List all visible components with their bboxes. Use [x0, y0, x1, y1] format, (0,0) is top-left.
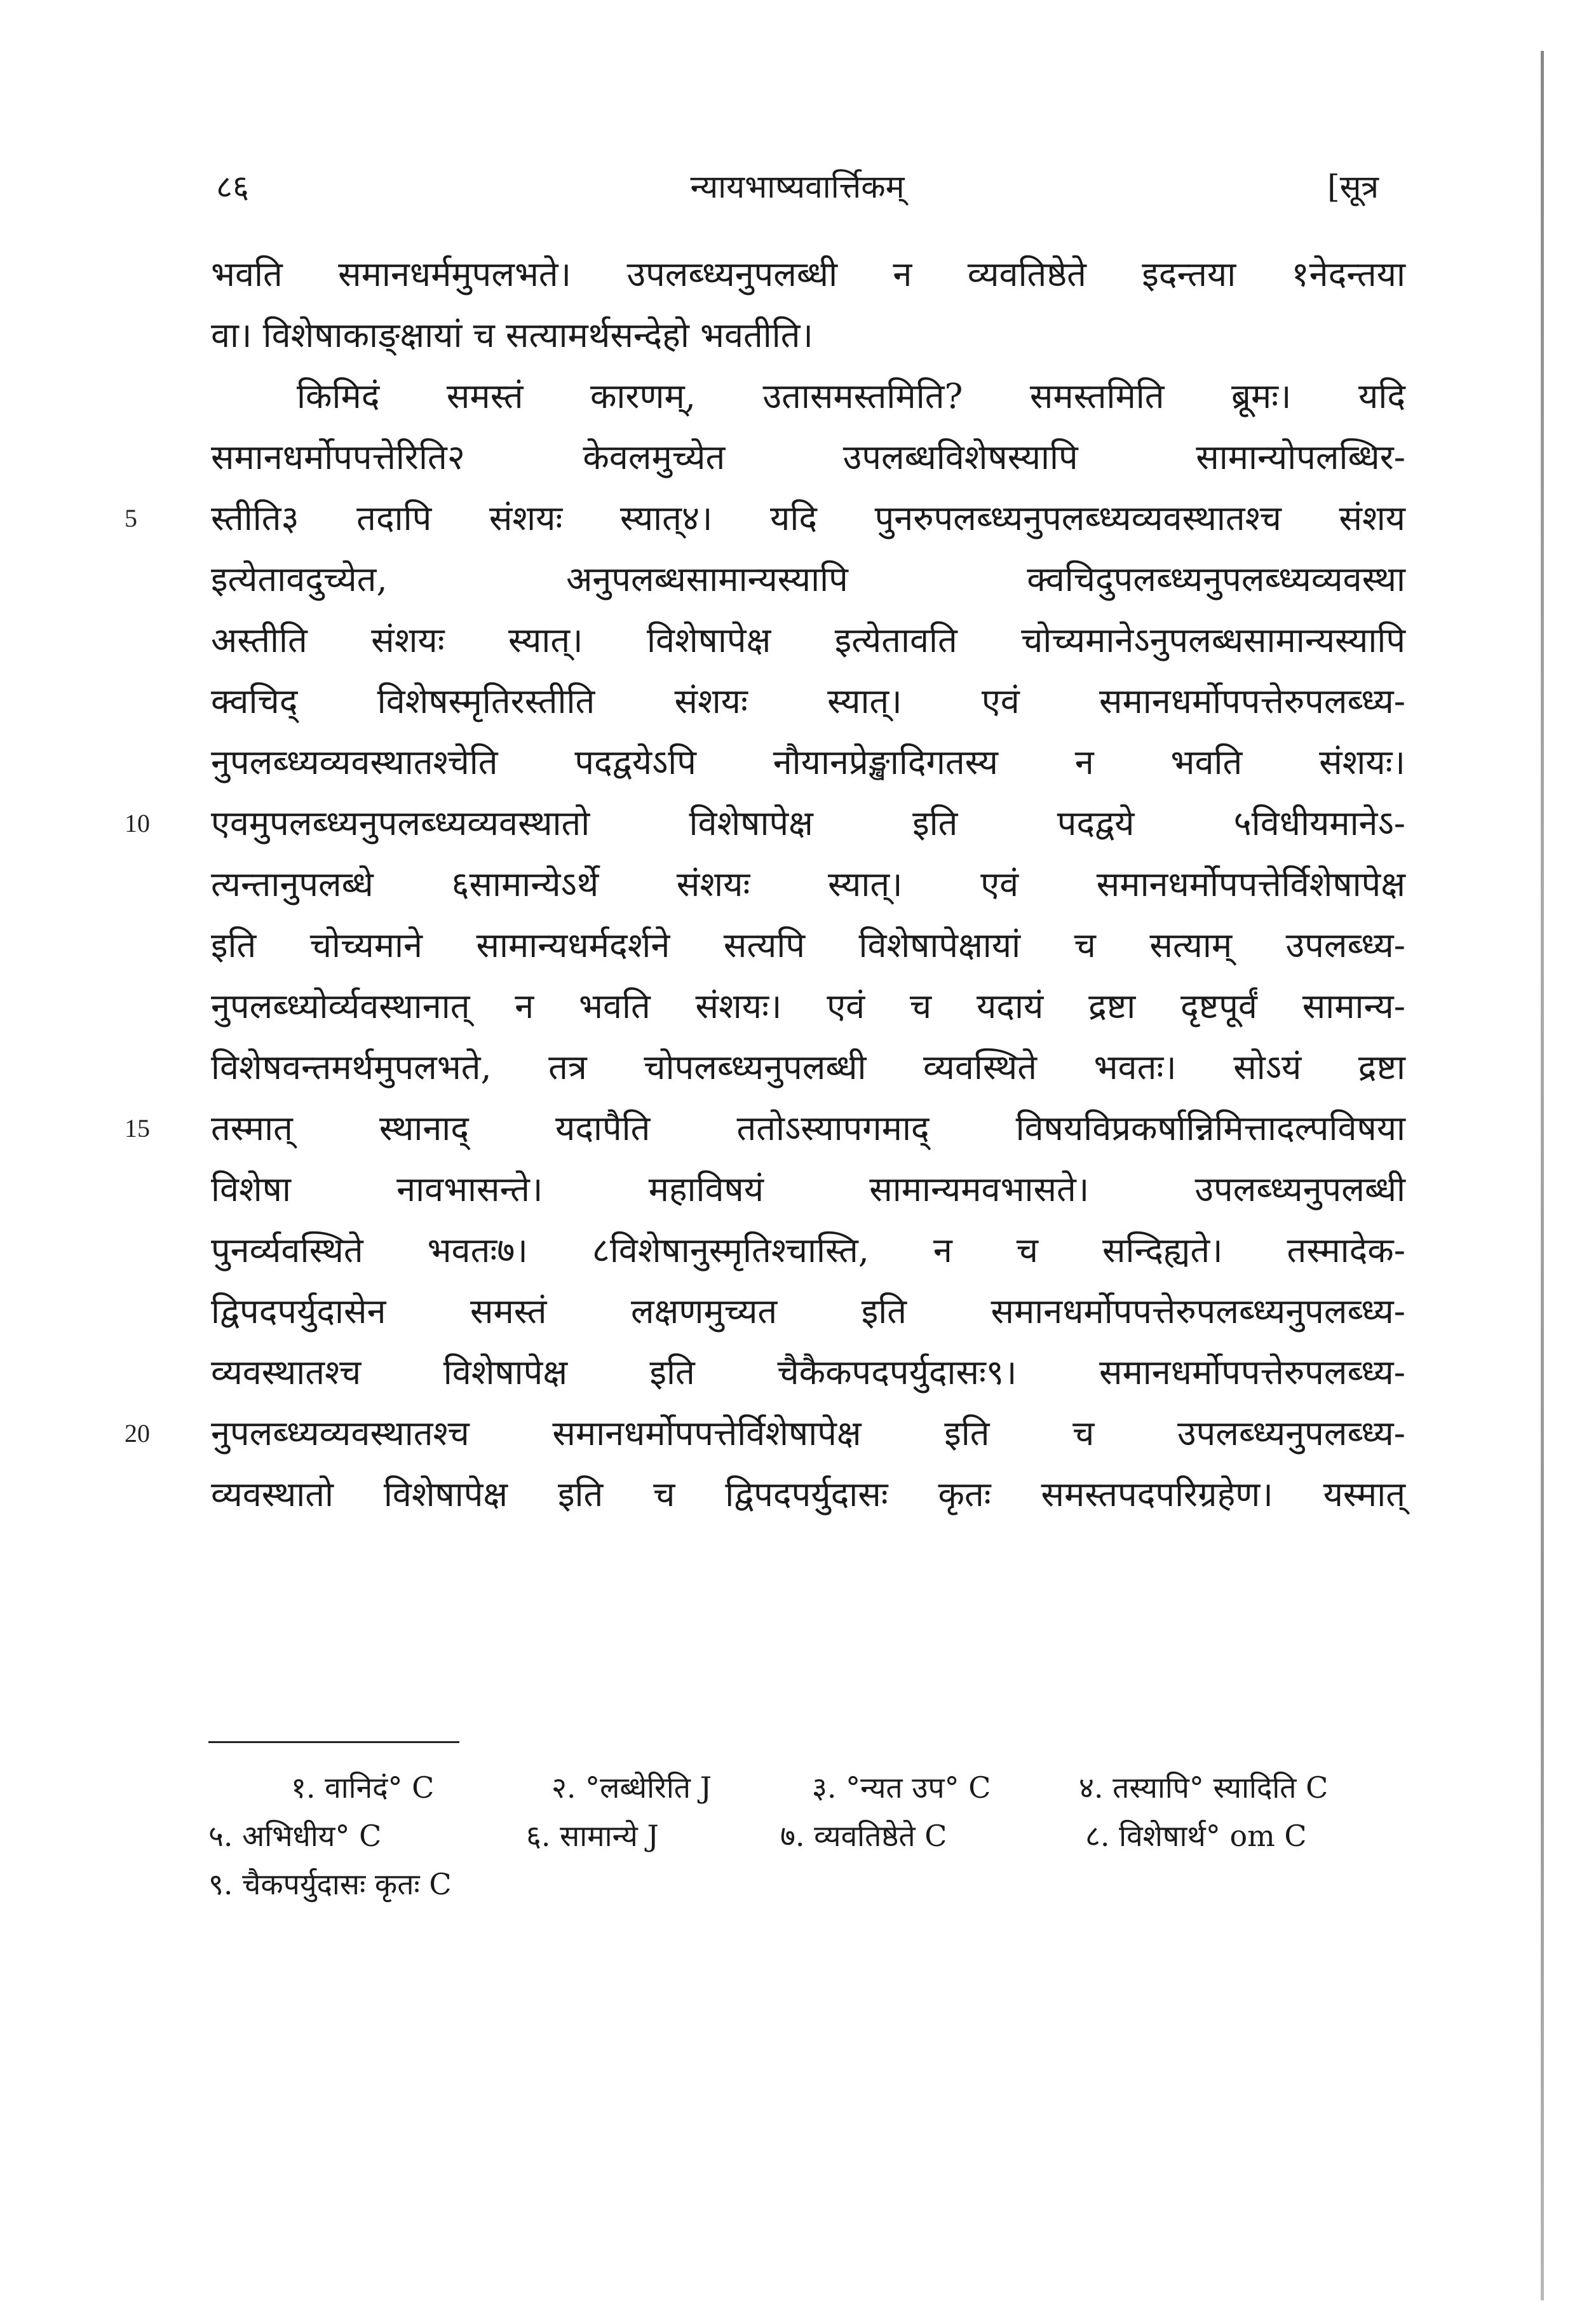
- text-line: पुनर्व्यवस्थिते भवतः७। ८विशेषानुस्मृतिश्चास्ति, न च सन्दिह्यते। तस्मादेक-: [211, 1230, 1406, 1270]
- footnote: ६. सामान्ये J: [526, 1819, 659, 1853]
- text-line: विशेषवन्तमर्थमुपलभते, तत्र चोपलब्ध्यनुपलब्धी व्यवस्थिते भवतः। सोऽयं द्रष्टा: [211, 1047, 1405, 1087]
- line-number: 5: [125, 504, 137, 533]
- footnote-row: [208, 1763, 1403, 1812]
- footnote: २. °लब्धेरिति J: [551, 1770, 712, 1805]
- text-line: 20 नुपलब्ध्यव्यवस्थातश्च समानधर्मोपपत्तेर्विशेषापेक्ष इति च उपलब्ध्यनुपलब्ध्य-: [211, 1403, 1405, 1464]
- running-header: [203, 164, 1391, 215]
- text-line: क्वचिद् विशेषस्मृतिरस्तीति संशयः स्यात्। एवं समानधर्मोपपत्तेरुपलब्ध्य-: [211, 681, 1405, 721]
- text-line: अस्तीति संशयः स्यात्। विशेषापेक्ष इत्येतावति चोच्यमानेऽनुपलब्धसामान्यस्यापि: [211, 620, 1405, 660]
- text-line: नुपलब्ध्योर्व्यवस्थानात् न भवति संशयः। एवं च यदायं द्रष्टा दृष्टपूर्वं सामान्य-: [211, 986, 1405, 1026]
- text-line: विशेषा नावभासन्ते। महाविषयं सामान्यमवभासते। उपलब्ध्यनुपलब्धी: [211, 1169, 1405, 1209]
- running-title: न्यायभाष्यवार्त्तिकम्: [690, 168, 905, 205]
- text-line: किमिदं समस्तं कारणम्, उतासमस्तमिति? समस्तमिति ब्रूमः। यदि: [297, 376, 1405, 416]
- text-line: व्यवस्थातो विशेषापेक्ष इति च द्विपदपर्युदासः कृतः समस्तपदपरिग्रहेण। यस्मात्: [211, 1474, 1405, 1514]
- text-line: द्विपदपर्युदासेन समस्तं लक्षणमुच्यत इति समानधर्मोपपत्तेरुपलब्ध्यनुपलब्ध्य-: [211, 1291, 1405, 1331]
- footnote: ७. व्यवतिष्ठेते C: [780, 1819, 947, 1853]
- footnote: ५. अभिधीय° C: [208, 1819, 382, 1853]
- footnote: १. वानिदं° C: [291, 1770, 435, 1805]
- text-line: इत्येतावदुच्येत, अनुपलब्धसामान्यस्यापि क्वचिदुपलब्ध्यनुपलब्ध्यव्यवस्था: [211, 559, 1405, 599]
- footnote-rule: [208, 1741, 459, 1743]
- line-number: 10: [125, 809, 150, 838]
- line-number: 15: [125, 1114, 150, 1143]
- footnote: ३. °न्यत उप° C: [812, 1770, 991, 1805]
- binding-edge: [1541, 51, 1544, 2300]
- line-number: 20: [125, 1419, 150, 1448]
- text-line: वा। विशेषाकाङ्क्षायां च सत्यामर्थसन्देहो भवतीति।: [211, 315, 813, 355]
- footnotes: [208, 1763, 1403, 1908]
- text-line: इति चोच्यमाने सामान्यधर्मदर्शने सत्यपि विशेषापेक्षायां च सत्याम् उपलब्ध्य-: [211, 925, 1405, 965]
- main-text: [125, 244, 1406, 1525]
- section-label: [सूत्र: [1327, 168, 1379, 205]
- footnote-row: [208, 1860, 1403, 1908]
- text-line: समानधर्मोपपत्तेरिति२ केवलमुच्येत उपलब्धविशेषस्यापि सामान्योपलब्धिर-: [211, 437, 1405, 477]
- page-number: ८६: [216, 168, 249, 205]
- footnote: ९. चैकपर्युदासः कृतः C: [208, 1867, 452, 1901]
- text-line: 5 स्तीति३ तदापि संशयः स्यात्४। यदि पुनरुपलब्ध्यनुपलब्ध्यव्यवस्थातश्च संशय: [211, 488, 1405, 549]
- text-line: 10 एवमुपलब्ध्यनुपलब्ध्यव्यवस्थातो विशेषापेक्ष इति पदद्वये ५विधीयमानेऽ-: [211, 793, 1405, 854]
- text-line: नुपलब्ध्यव्यवस्थातश्चेति पदद्वयेऽपि नौयानप्रेङ्खादिगतस्य न भवति संशयः।: [211, 742, 1405, 782]
- text-line: 15 तस्मात् स्थानाद् यदापैति ततोऽस्यापगमाद् विषयविप्रकर्षान्निमित्तादल्पविषया: [211, 1098, 1405, 1159]
- footnote: ८. विशेषार्थ° om C: [1085, 1819, 1307, 1853]
- text-line: त्यन्तानुपलब्धे ६सामान्येऽर्थे संशयः स्यात्। एवं समानधर्मोपपत्तेर्विशेषापेक्ष: [211, 864, 1405, 904]
- text-line: भवति समानधर्ममुपलभते। उपलब्ध्यनुपलब्धी न व्यवतिष्ठेते इदन्तया १नेदन्तया: [211, 254, 1405, 294]
- footnote: ४. तस्यापि° स्यादिति C: [1079, 1770, 1329, 1805]
- text-line: व्यवस्थातश्च विशेषापेक्ष इति चैकैकपदपर्युदासः९। समानधर्मोपपत्तेरुपलब्ध्य-: [211, 1352, 1405, 1392]
- footnote-row: [208, 1812, 1403, 1860]
